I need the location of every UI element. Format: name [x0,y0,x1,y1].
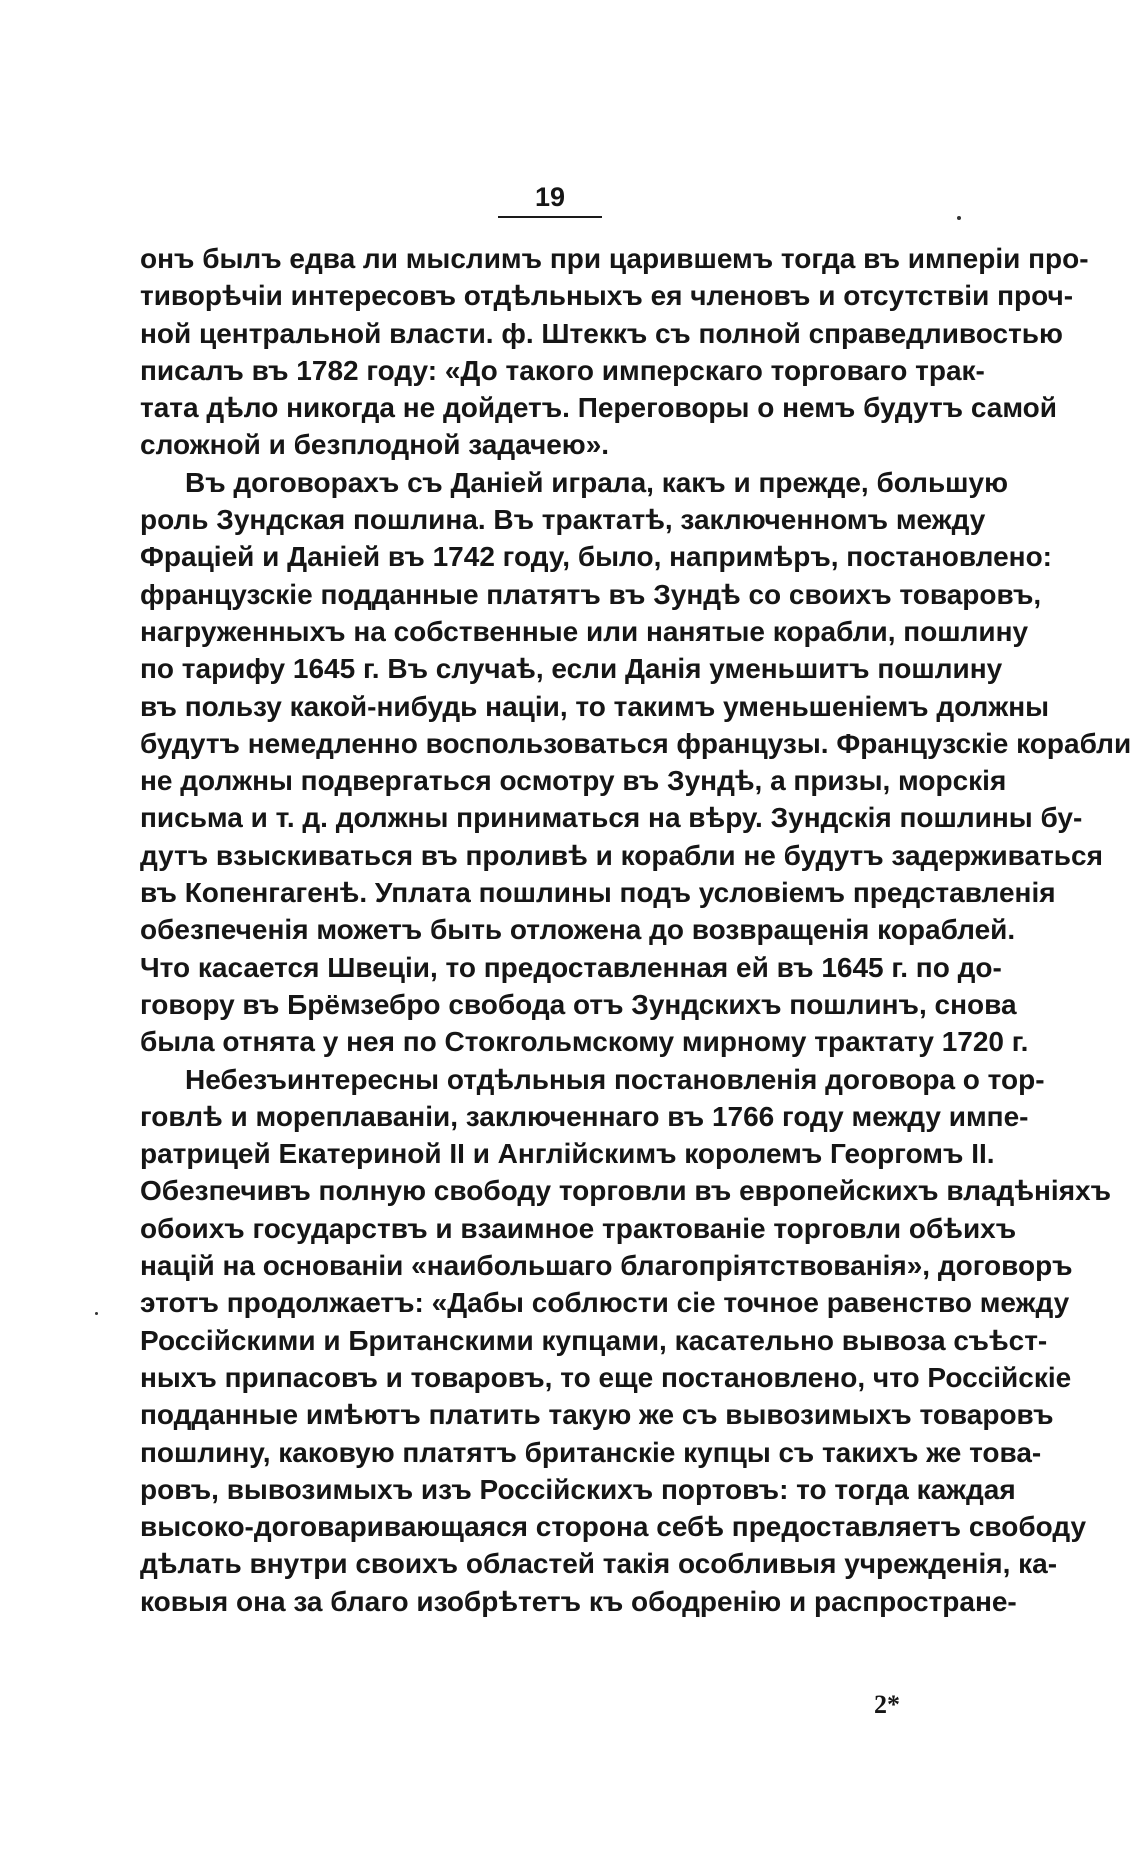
text-line: ныхъ припасовъ и товаровъ, то еще постановлено, что Россійскіе [140,1361,1072,1393]
text-line: обоихъ государствъ и взаимное трактованіе торговли обѣихъ [140,1212,1017,1244]
text-line: Россійскими и Британскими купцами, касательно вывоза съѣст- [140,1324,1048,1356]
text-line: этотъ продолжаетъ: «Дабы соблюсти сіе точное равенство между [140,1287,1070,1319]
body-text [140,240,1132,1620]
text-line: писалъ въ 1782 году: «До такого имперскаго торговаго трак- [140,354,985,386]
text-line: говлѣ и мореплаваніи, заключеннаго въ 1766 году между импе- [140,1100,1029,1132]
text-line: письма и т. д. должны приниматься на вѣру. Зундскія пошлины бу- [140,802,1083,834]
page-header [498,180,602,218]
text-line: нагруженныхъ на собственные или нанятые корабли, пошлину [140,615,1029,647]
text-line: французскіе подданные платятъ въ Зундѣ со своихъ товаровъ, [140,578,1042,610]
text-line: Небезъинтересны отдѣльныя постановленія договора о тор- [185,1063,1045,1095]
text-line: тиворѣчіи интересовъ отдѣльныхъ ея членовъ и отсутствіи проч- [140,280,1074,312]
text-line: онъ былъ едва ли мыслимъ при царившемъ тогда въ имперіи про- [140,243,1089,274]
print-speck [957,216,961,220]
text-line: тата дѣло никогда не дойдетъ. Переговоры о немъ будутъ самой [140,392,1057,424]
print-speck [95,1312,98,1315]
text-line: Въ договорахъ съ Даніей играла, какъ и прежде, большую [185,466,1008,498]
text-line: подданные имѣютъ платить такую же съ вывозимыхъ товаровъ [140,1399,1054,1431]
text-line: Обезпечивъ полную свободу торговли въ европейскихъ владѣніяхъ [140,1175,1112,1207]
text-line: роль Зундская пошлина. Въ трактатѣ, заключенномъ между [140,504,986,536]
text-line: Что касается Швеціи, то предоставленная ей въ 1645 г. по до- [140,951,1002,983]
text-line: была отнята у нея по Стокгольмскому мирному трактату 1720 г. [140,1026,1029,1058]
header-rule [498,216,602,218]
signature-mark: 2* [874,1690,900,1719]
text-line: ратрицей Екатериной II и Англійскимъ королемъ Георгомъ II. [140,1138,995,1170]
page-number: 19 [534,182,566,212]
text-line: по тарифу 1645 г. Въ случаѣ, если Данія уменьшитъ пошлину [140,653,1003,685]
text-line: дѣлать внутри своихъ областей такія особливыя учрежденія, ка- [140,1548,1058,1580]
text-line: ковыя она за благо изобрѣтетъ къ ободренію и распростране- [140,1585,1017,1617]
text-line: Фраціей и Даніей въ 1742 году, было, напримѣръ, постановлено: [140,541,1052,573]
text-line: въ пользу какой-нибудь націи, то такимъ уменьшеніемъ должны [140,690,1050,722]
text-line: ной центральной власти. ф. Штеккъ съ полной справедливостью [140,317,1063,349]
text-line: сложной и безплодной задачею». [140,429,610,461]
text-line: дутъ взыскиваться въ проливѣ и корабли не будутъ задерживаться [140,839,1103,871]
text-line: не должны подвергаться осмотру въ Зундѣ, а призы, морскія [140,765,1007,797]
text-line: въ Копенгагенѣ. Уплата пошлины подъ условіемъ представленія [140,877,1056,909]
text-line: будутъ немедленно воспользоваться французы. Французскіе корабли [140,727,1132,759]
text-line: говору въ Брёмзебро свобода отъ Зундскихъ пошлинъ, снова [140,988,1017,1020]
text-line: ровъ, вывозимыхъ изъ Россійскихъ портовъ: то тогда каждая [140,1473,1016,1505]
text-line: націй на основаніи «наибольшаго благопріятствованія», договоръ [140,1250,1073,1282]
text-line: обезпеченія можетъ быть отложена до возвращенія кораблей. [140,914,1016,946]
text-line: высоко-договаривающаяся сторона себѣ предоставляетъ свободу [140,1511,1087,1543]
text-line: пошлину, каковую платятъ британскіе купцы съ такихъ же това- [140,1436,1042,1468]
